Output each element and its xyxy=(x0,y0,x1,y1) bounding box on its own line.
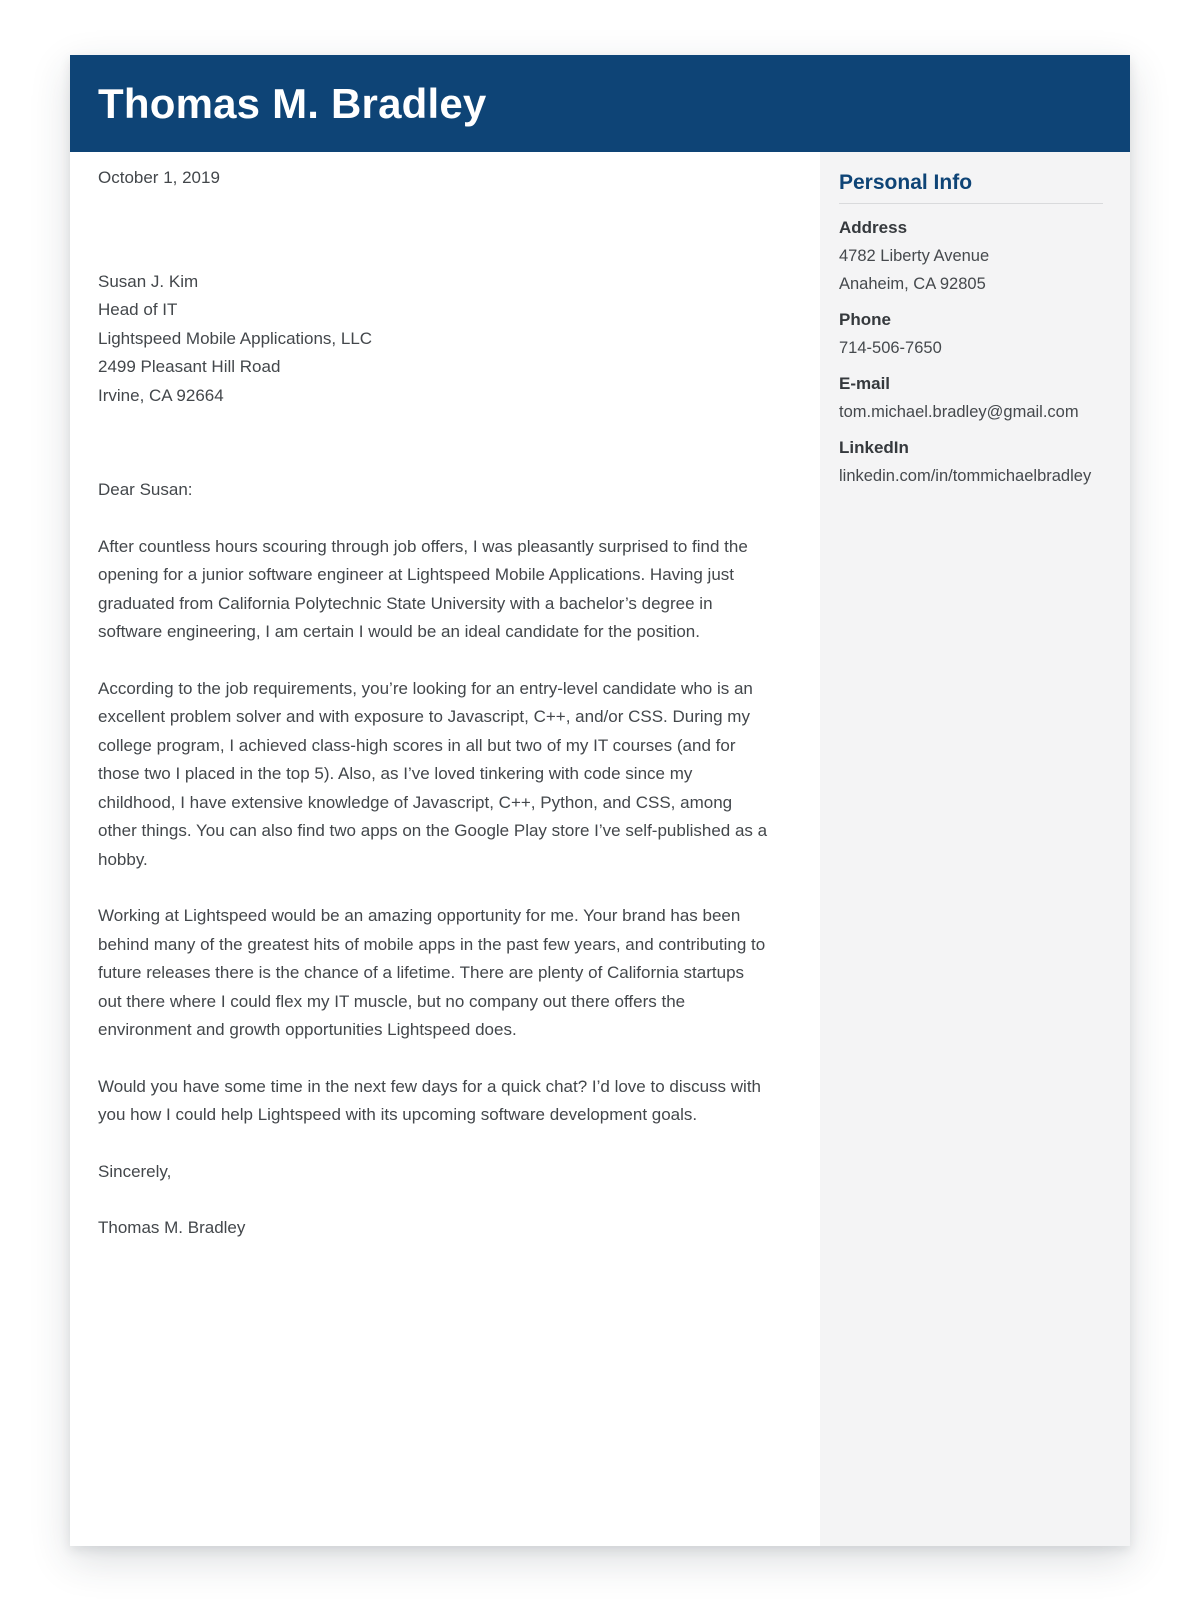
body-paragraph: Would you have some time in the next few days for a quick chat? I’d love to discuss with you how I could help Lightspeed with its upcoming software development goals. xyxy=(98,1076,762,1124)
recipient-line: Lightspeed Mobile Applications, LLC xyxy=(98,328,373,348)
info-value: 714-506-7650 xyxy=(839,339,942,357)
sidebar-divider xyxy=(839,203,1103,204)
info-value: tom.michael.bradley@gmail.com xyxy=(839,403,1079,421)
closing: Sincerely, xyxy=(98,1161,172,1181)
recipient-block xyxy=(98,268,772,411)
salutation: Dear Susan: xyxy=(98,480,193,499)
letter-body xyxy=(70,152,820,1546)
info-item-phone xyxy=(839,306,1103,362)
body-paragraph: Working at Lightspeed would be an amazing opportunity for me. Your brand has been behind many of the greatest hits of mobile apps in the past few years, and contributing to future releases there is the chance of a lifetime. There are plenty of California startups out there where I could flex my IT muscle, but no company out there offers the environment and growth opportunities Lightspeed does. xyxy=(98,906,766,1039)
recipient-line: Susan J. Kim xyxy=(98,271,199,291)
recipient-line: Irvine, CA 92664 xyxy=(98,385,224,405)
info-label: LinkedIn xyxy=(839,438,909,457)
page-columns xyxy=(70,152,1130,1546)
letter-date: October 1, 2019 xyxy=(98,168,220,187)
personal-info-sidebar xyxy=(820,152,1130,1546)
signature: Thomas M. Bradley xyxy=(98,1218,246,1237)
info-item-address xyxy=(839,214,1103,298)
person-name: Thomas M. Bradley xyxy=(98,79,487,127)
recipient-line: Head of IT xyxy=(98,300,178,319)
info-label: E-mail xyxy=(839,374,891,393)
info-label: Address xyxy=(839,218,908,237)
body-paragraph: After countless hours scouring through job offers, I was pleasantly surprised to find the opening for a junior software engineer at Lightspeed Mobile Applications. Having just graduated from California Polytechnic State University with a bachelor’s degree in software engineering, I am certain I would be an ideal candidate for the position. xyxy=(98,536,748,641)
recipient-line: 2499 Pleasant Hill Road xyxy=(98,357,281,376)
document-page xyxy=(70,55,1130,1546)
info-item-email xyxy=(839,370,1103,426)
body-paragraph: According to the job requirements, you’re looking for an entry-level candidate who is an excellent problem solver and with exposure to Javascript, C++, and/or CSS. During my college program, I achieved class-high scores in all but two of my IT courses (and for those two I placed in the top 5). Also, as I’ve loved tinkering with code since my childhood, I have extensive knowledge of Javascript, C++, Python, and CSS, among other things. You can also find two apps on the Google Play store I’ve self-published as a hobby. xyxy=(98,678,768,869)
sidebar-title: Personal Info xyxy=(839,171,973,194)
header-bar xyxy=(70,55,1130,152)
info-item-linkedin xyxy=(839,434,1103,490)
info-value: linkedin.com/in/tommichaelbradley xyxy=(839,467,1092,485)
info-value: Anaheim, CA 92805 xyxy=(839,275,986,293)
info-value: 4782 Liberty Avenue xyxy=(839,247,990,265)
info-label: Phone xyxy=(839,310,891,329)
